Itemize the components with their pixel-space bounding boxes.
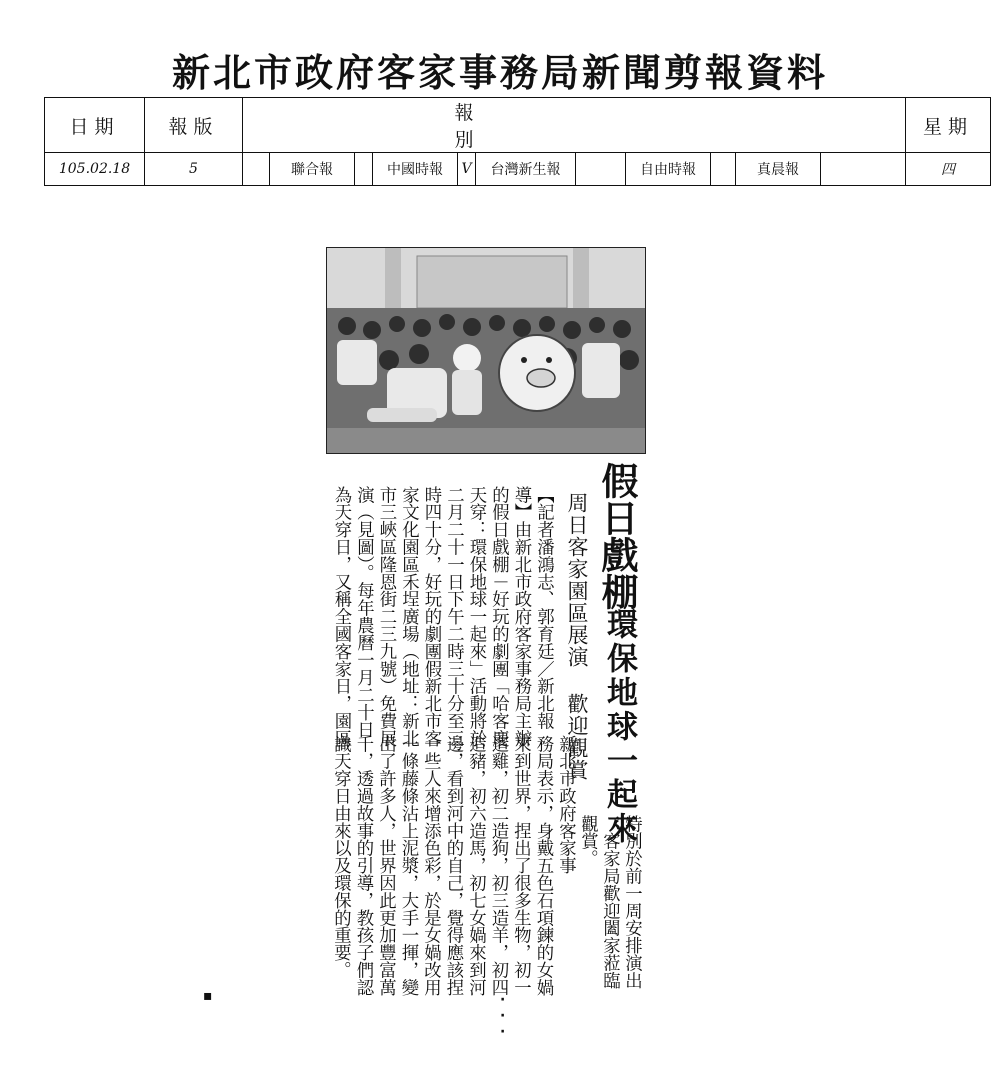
headline-main: 假日戲棚	[595, 462, 638, 610]
page-mark: ▪	[203, 988, 213, 1004]
clipping-info-table	[44, 97, 991, 186]
paper-mark-2: V	[458, 153, 476, 186]
article-column: 出了許多人，世界因此更加豐富萬	[375, 735, 396, 996]
page-mark: · · ·	[500, 992, 506, 1040]
date-header: 日期	[45, 98, 145, 153]
headline-sub: 環保地球一起來	[601, 608, 637, 846]
paper-name-2: 中國時報	[373, 153, 458, 186]
article-column: ，客家局歡迎闔家蒞臨	[599, 815, 620, 989]
page-title: 新北市政府客家事務局新聞剪報資料	[171, 51, 828, 95]
date-value: 105.02.18	[45, 153, 145, 186]
paper-header: 報 別	[243, 98, 906, 153]
article-column-tail: 捏出了很多生物，初一	[510, 822, 531, 996]
article-column: 演（見圖）。每年農曆一月二十日	[353, 486, 374, 739]
article-column: 造雞，初二造狗，初三造羊，初四	[487, 735, 508, 996]
edition-value: 5	[145, 153, 243, 186]
article-column: 來到世界，	[510, 735, 531, 822]
blank-cell	[821, 153, 906, 186]
article-column: 導】由新北市政府客家事務局主辦	[510, 486, 531, 747]
crowd-photo-illustration	[327, 248, 645, 453]
article-column: 一條藤條沾上泥漿，大手一揮，變	[397, 735, 418, 996]
article-column: 一些人來增添色彩，於是女媧改用	[420, 735, 441, 996]
article-column: 時四十分，好玩的劇團假新北市客	[420, 486, 441, 747]
weekday-header: 星期	[906, 98, 991, 153]
article-column: 特別於前一周安排演出	[621, 815, 642, 989]
article-column-tail: 身戴五色石項鍊的女媧	[532, 822, 553, 996]
article-column: 家文化園區禾埕廣場（地址：新北	[398, 486, 419, 747]
article-column: 二月二十一日下午二時三十分至三	[443, 486, 464, 747]
paper-name-4: 自由時報	[626, 153, 711, 186]
article-column: 務局表示，	[532, 735, 553, 822]
edition-header: 報版	[145, 98, 243, 153]
paper-mark-1	[355, 153, 373, 186]
article-column: 【記者潘鴻志、郭育廷／新北報	[533, 486, 554, 730]
news-photo	[326, 247, 646, 454]
article-column: 天穿：環保地球一起來」活動將於	[465, 486, 486, 747]
article-column: 觀賞。	[577, 815, 598, 868]
article-column: 識天穿日由來以及環保的重要。	[330, 735, 351, 979]
weekday-value: 四	[906, 153, 991, 186]
blank-cell	[243, 153, 270, 186]
paper-name-1: 聯合報	[270, 153, 355, 186]
paper-name-5: 真晨報	[736, 153, 821, 186]
paper-mark-3	[576, 153, 626, 186]
article-column: 新北市政府客家事	[555, 735, 576, 875]
subheadline: 周日客家園區展演 歡迎觀賞	[565, 492, 589, 781]
paper-name-3: 台灣新生報	[476, 153, 576, 186]
article-column: 市三峽區隆恩街二三九號）免費展	[375, 486, 396, 747]
article-column: 千，透過故事的引導，教孩子們認	[352, 735, 373, 996]
article-column: 邊，看到河中的自己，覺得應該捏	[442, 735, 463, 996]
article-column: 造豬，初六造馬，初七女媧來到河	[465, 735, 486, 996]
article-column: 為天穿日，又稱全國客家日，園區	[330, 486, 351, 747]
article-column: 的假日戲棚－好玩的劇團「哈客慶	[488, 486, 509, 747]
paper-mark-4	[711, 153, 736, 186]
